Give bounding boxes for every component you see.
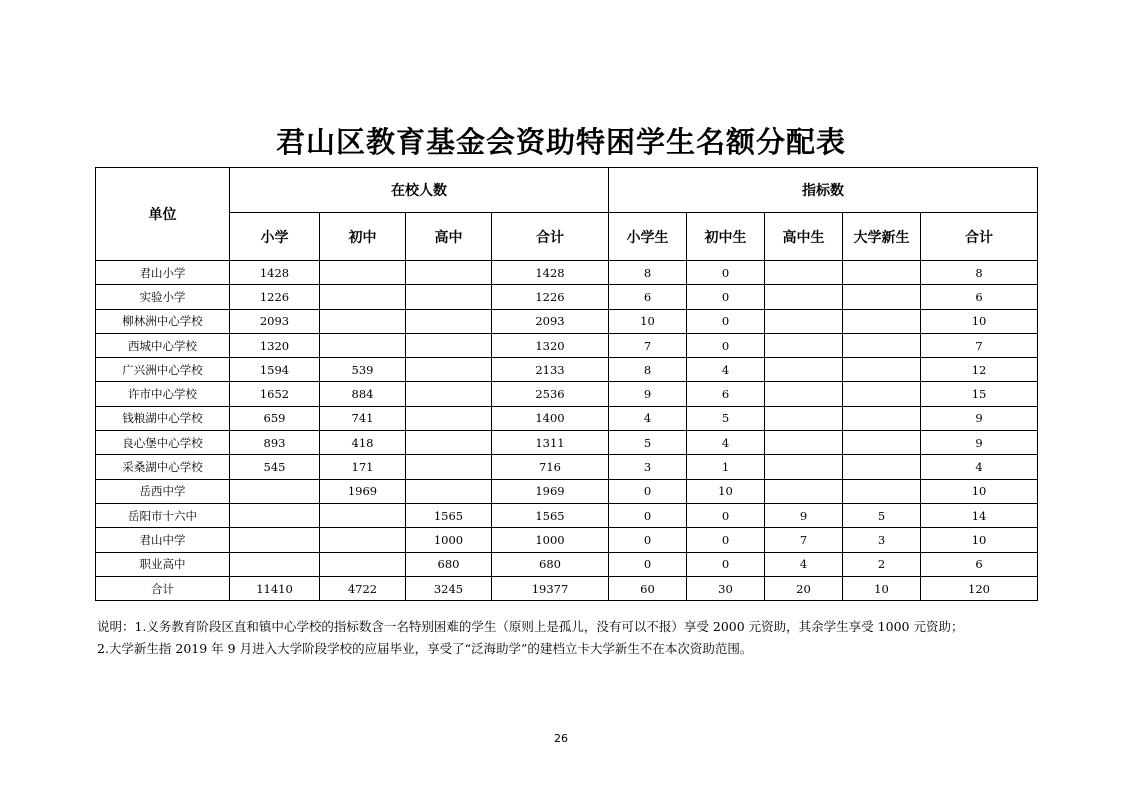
table-cell	[230, 503, 320, 527]
table-cell: 1428	[230, 261, 320, 285]
table-cell	[765, 431, 843, 455]
table-row	[96, 576, 1038, 600]
table-row	[96, 406, 1038, 430]
table-cell: 10	[921, 479, 1038, 503]
row-unit-name: 西城中心学校	[96, 333, 230, 357]
table-cell: 10	[921, 309, 1038, 333]
table-cell: 30	[687, 576, 765, 600]
table-cell: 0	[609, 479, 687, 503]
table-cell	[230, 528, 320, 552]
table-cell	[765, 333, 843, 357]
note-line-1: 说明：1.义务教育阶段区直和镇中心学校的指标数含一名特别困难的学生（原则上是孤儿，没有可以不报）享受 2000 元资助，其余学生享受 1000 元资助；	[97, 619, 964, 634]
table-cell: 0	[687, 261, 765, 285]
table-cell: 6	[921, 552, 1038, 576]
table-cell: 15	[921, 382, 1038, 406]
row-unit-name: 君山小学	[96, 261, 230, 285]
table-row	[96, 503, 1038, 527]
table-cell	[406, 431, 492, 455]
table-cell	[843, 455, 921, 479]
table-cell: 0	[687, 333, 765, 357]
table-cell: 8	[609, 358, 687, 382]
table-cell	[765, 479, 843, 503]
table-cell: 4	[609, 406, 687, 430]
table-cell: 2093	[230, 309, 320, 333]
table-cell: 6	[687, 382, 765, 406]
table-cell	[843, 358, 921, 382]
notes	[97, 616, 1097, 660]
table-cell: 884	[320, 382, 406, 406]
header-enrolled-senior: 高中	[406, 213, 492, 261]
table-cell: 8	[609, 261, 687, 285]
table-cell: 1226	[492, 285, 609, 309]
row-unit-name: 柳林洲中心学校	[96, 309, 230, 333]
table-cell	[406, 406, 492, 430]
table-cell: 5	[687, 406, 765, 430]
table-cell: 19377	[492, 576, 609, 600]
table-cell: 1565	[406, 503, 492, 527]
header-enrolled-junior: 初中	[320, 213, 406, 261]
table-cell	[843, 382, 921, 406]
table-cell: 6	[609, 285, 687, 309]
table-cell: 545	[230, 455, 320, 479]
table-cell	[765, 309, 843, 333]
table-row	[96, 528, 1038, 552]
table-row	[96, 333, 1038, 357]
table-row	[96, 431, 1038, 455]
table-cell: 7	[765, 528, 843, 552]
table-cell: 9	[609, 382, 687, 406]
table-cell: 11410	[230, 576, 320, 600]
table-cell: 2093	[492, 309, 609, 333]
table-cell: 1969	[492, 479, 609, 503]
table-cell: 2536	[492, 382, 609, 406]
table-cell: 10	[843, 576, 921, 600]
table-row	[96, 552, 1038, 576]
table-cell: 741	[320, 406, 406, 430]
table-cell: 1311	[492, 431, 609, 455]
table-cell	[765, 406, 843, 430]
table-row	[96, 309, 1038, 333]
table-cell: 418	[320, 431, 406, 455]
table-cell: 9	[921, 406, 1038, 430]
table-cell: 716	[492, 455, 609, 479]
table-row	[96, 358, 1038, 382]
table-cell: 3	[609, 455, 687, 479]
table-cell	[843, 261, 921, 285]
table-cell	[843, 431, 921, 455]
header-enrolled-total: 合计	[492, 213, 609, 261]
table-cell: 1000	[406, 528, 492, 552]
table-row	[96, 479, 1038, 503]
header-quota-total: 合计	[921, 213, 1038, 261]
table-cell: 680	[406, 552, 492, 576]
table-cell: 1565	[492, 503, 609, 527]
table-cell	[765, 455, 843, 479]
table-cell: 3245	[406, 576, 492, 600]
row-unit-name: 采桑湖中心学校	[96, 455, 230, 479]
table-cell	[320, 309, 406, 333]
table-row	[96, 455, 1038, 479]
quota-table	[95, 167, 1038, 601]
table-cell	[406, 261, 492, 285]
table-cell	[320, 552, 406, 576]
table-cell: 1969	[320, 479, 406, 503]
table-cell: 0	[687, 503, 765, 527]
table-cell: 1226	[230, 285, 320, 309]
table-cell: 1	[687, 455, 765, 479]
table-cell	[406, 455, 492, 479]
table-cell	[406, 333, 492, 357]
table-cell: 680	[492, 552, 609, 576]
table-cell: 1320	[492, 333, 609, 357]
table-cell: 1652	[230, 382, 320, 406]
table-cell	[765, 261, 843, 285]
table-cell: 7	[609, 333, 687, 357]
table-cell: 539	[320, 358, 406, 382]
header-quota-junior: 初中生	[687, 213, 765, 261]
table-cell: 0	[609, 528, 687, 552]
table-cell: 9	[765, 503, 843, 527]
header-group-enrolled: 在校人数	[230, 168, 609, 213]
table-cell: 0	[609, 503, 687, 527]
table-cell	[406, 479, 492, 503]
page-title: 君山区教育基金会资助特困学生名额分配表	[275, 125, 846, 159]
table-cell: 1400	[492, 406, 609, 430]
header-quota-university: 大学新生	[843, 213, 921, 261]
table-cell	[320, 261, 406, 285]
table-cell: 10	[609, 309, 687, 333]
table-cell	[320, 528, 406, 552]
table-cell: 2	[843, 552, 921, 576]
row-unit-name: 君山中学	[96, 528, 230, 552]
page-number: 26	[554, 732, 568, 745]
table-cell	[843, 406, 921, 430]
table-cell: 60	[609, 576, 687, 600]
table-cell: 10	[921, 528, 1038, 552]
row-unit-name: 实验小学	[96, 285, 230, 309]
header-unit: 单位	[96, 168, 230, 261]
table-cell: 6	[921, 285, 1038, 309]
table-cell: 0	[687, 309, 765, 333]
table-cell	[406, 358, 492, 382]
table-cell: 7	[921, 333, 1038, 357]
row-unit-name: 良心堡中心学校	[96, 431, 230, 455]
header-quota-primary: 小学生	[609, 213, 687, 261]
table-cell: 1428	[492, 261, 609, 285]
table-cell: 3	[843, 528, 921, 552]
table-cell: 4	[687, 431, 765, 455]
header-group-quota: 指标数	[609, 168, 1038, 213]
table-cell: 4	[687, 358, 765, 382]
table-cell	[230, 552, 320, 576]
table-cell	[843, 285, 921, 309]
table-cell: 1000	[492, 528, 609, 552]
table-cell	[765, 285, 843, 309]
table-cell: 20	[765, 576, 843, 600]
row-unit-name: 岳西中学	[96, 479, 230, 503]
table-cell	[320, 503, 406, 527]
row-unit-name: 职业高中	[96, 552, 230, 576]
row-unit-name: 岳阳市十六中	[96, 503, 230, 527]
row-unit-name: 合计	[96, 576, 230, 600]
header-quota-senior: 高中生	[765, 213, 843, 261]
table-cell: 893	[230, 431, 320, 455]
table-cell	[843, 479, 921, 503]
row-unit-name: 广兴洲中心学校	[96, 358, 230, 382]
row-unit-name: 钱粮湖中心学校	[96, 406, 230, 430]
table-cell: 1594	[230, 358, 320, 382]
table-cell: 4722	[320, 576, 406, 600]
table-cell	[406, 309, 492, 333]
table-cell	[843, 333, 921, 357]
table-row	[96, 261, 1038, 285]
table-cell: 9	[921, 431, 1038, 455]
table-cell	[230, 479, 320, 503]
table-cell: 8	[921, 261, 1038, 285]
table-row	[96, 285, 1038, 309]
table-cell: 0	[687, 285, 765, 309]
table-cell: 12	[921, 358, 1038, 382]
table-cell: 4	[921, 455, 1038, 479]
table-cell: 659	[230, 406, 320, 430]
note-line-2: 2.大学新生指 2019 年 9 月进入大学阶段学校的应届毕业，享受了“泛海助学”的建档立卡大学新生不在本次资助范围。	[97, 641, 753, 656]
table-cell: 14	[921, 503, 1038, 527]
table-cell: 0	[687, 552, 765, 576]
table-cell: 1320	[230, 333, 320, 357]
table-cell	[320, 285, 406, 309]
table-cell: 4	[765, 552, 843, 576]
table-cell: 0	[687, 528, 765, 552]
table-cell: 120	[921, 576, 1038, 600]
table-cell	[406, 382, 492, 406]
table-cell	[843, 309, 921, 333]
table-cell	[320, 333, 406, 357]
header-enrolled-primary: 小学	[230, 213, 320, 261]
table-cell	[406, 285, 492, 309]
table-cell: 2133	[492, 358, 609, 382]
table-cell: 0	[609, 552, 687, 576]
row-unit-name: 许市中心学校	[96, 382, 230, 406]
table-row	[96, 382, 1038, 406]
table-cell	[765, 382, 843, 406]
table-cell: 5	[609, 431, 687, 455]
table-cell: 5	[843, 503, 921, 527]
table-cell: 171	[320, 455, 406, 479]
table-cell: 10	[687, 479, 765, 503]
table-body	[96, 261, 1038, 601]
table-cell	[765, 358, 843, 382]
